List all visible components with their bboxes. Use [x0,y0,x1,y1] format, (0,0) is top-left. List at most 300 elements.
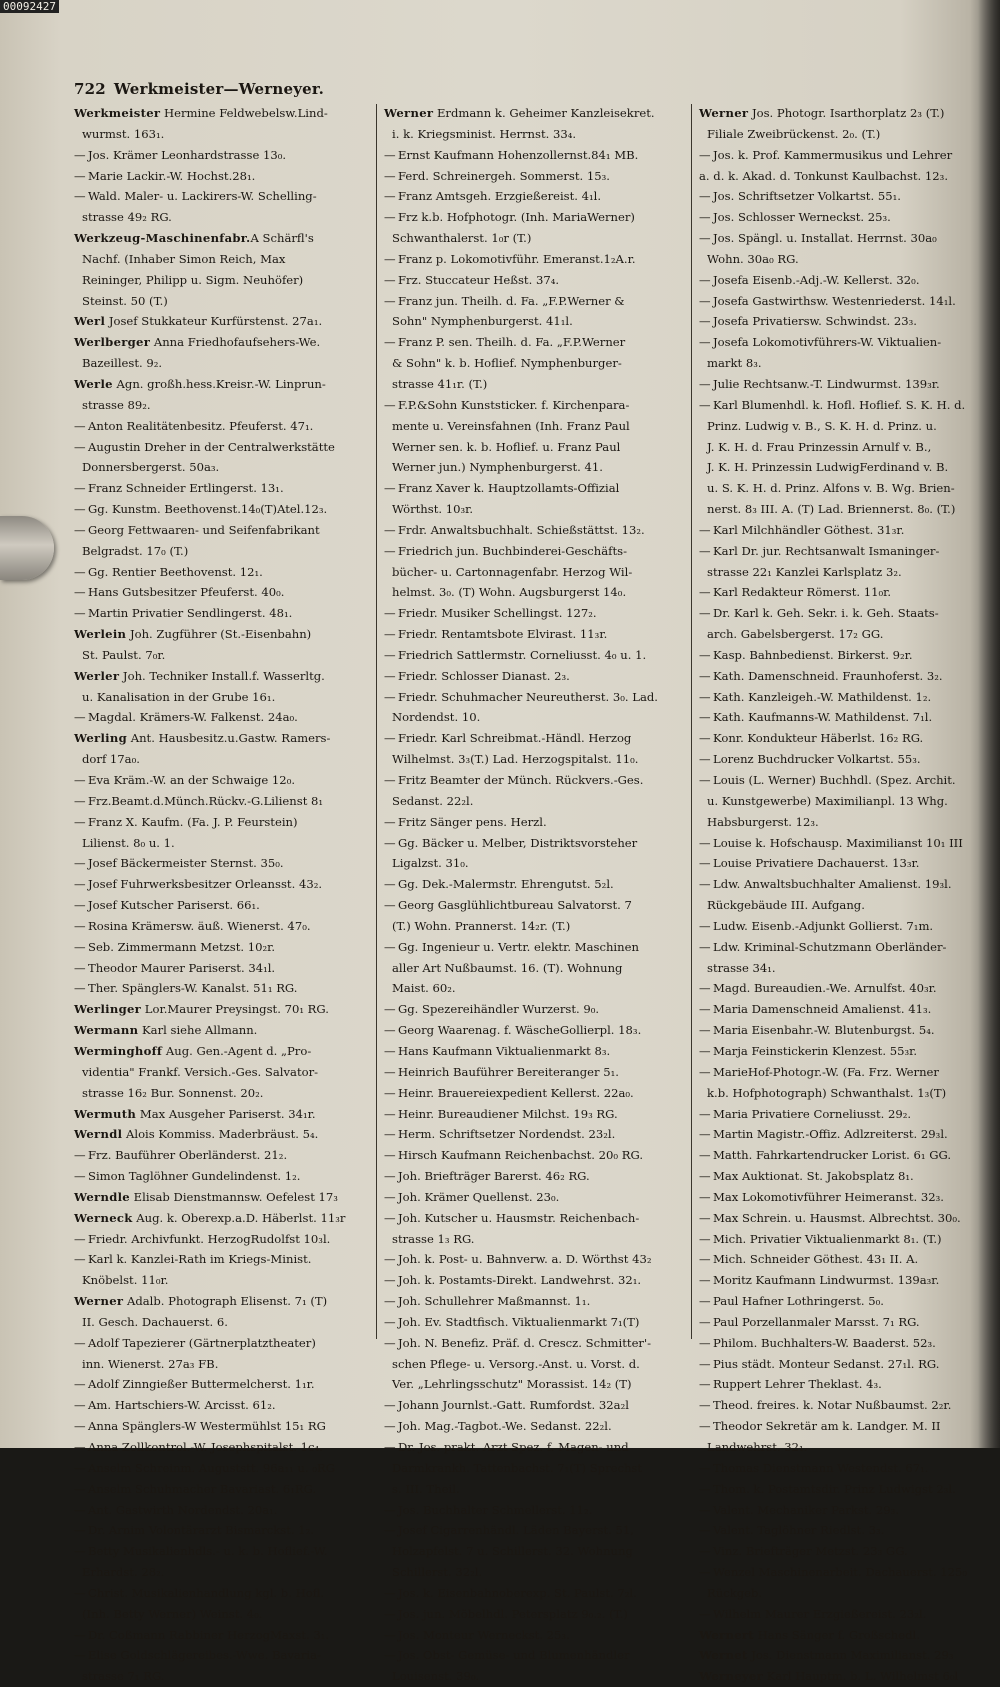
entry-line [74,437,370,458]
entry-text: Kath. Damenschneid. Fraunhoferst. 3₂. [713,668,943,683]
entry-continuation-line [699,895,981,916]
entry-text: bücher- u. Cartonnagenfabr. Herzog Wil- [392,564,633,579]
entry-text: Ferd. Schreinergeh. Sommerst. 15₃. [398,168,610,183]
ditto-dash: — [384,668,396,683]
entry-text: Anselm Schuhmacher Bavariast. 6₁RG. [88,1481,317,1496]
ditto-dash: — [74,168,86,183]
ditto-dash: — [699,522,711,537]
entry-continuation-line [699,457,981,478]
entry-text: Frz.Beamt.d.Münch.Rückv.-G.Lilienst 8₁ [88,793,324,808]
entry-text: Christ. Musikalienhandlung kgl. b. Hofl. [88,1585,325,1600]
entry-text: Darmkrankh. Tattenbachst. 7₁(T) Sprechst [392,1460,643,1475]
entry-text: Franz Xaver k. Hauptzollamts-Offizial [398,481,620,496]
entry-text: Jos. Spängl. u. Installat. Herrnst. 30a₀ [713,231,937,246]
directory-column-2 [384,103,684,1687]
entry-text: Max Lokomotivführer Heimeranst. 32₃. [713,1189,944,1204]
entry-headword-line [699,103,981,124]
ditto-dash: — [384,481,396,496]
entry-line [699,833,981,854]
entry-continuation-line [384,499,684,520]
entry-continuation-line [384,853,684,874]
ditto-dash: — [74,1460,86,1475]
entry-text: Adolf Zinngießer Buttermelcherst. 1₁r. [88,1377,315,1392]
entry-line [74,1249,370,1270]
entry-text: Schwanthalerst. 1₀r (T.) [392,231,532,246]
entry-line [699,1062,981,1083]
entry-text: Theodor Sekretär am k. Landger. M. II [713,1419,941,1434]
entry-text: F.P.&Sohn Kunststicker. f. Kirchenpara- [398,397,630,412]
entry-text: Jos. Photogr. Isarthorplatz 2₃ (T.) [748,106,945,120]
entry-line [384,999,684,1020]
entry-line [74,1395,370,1416]
entry-text: s. III. Theil. [392,1481,460,1496]
entry-continuation-line [74,1270,370,1291]
entry-line [699,395,981,416]
entry-line [74,1166,370,1187]
entry-continuation-line [74,207,370,228]
ditto-dash: — [384,251,396,266]
entry-text: u. S. K. H. d. Prinz. Alfons v. B. Wg. Brien- [707,481,955,496]
ditto-dash: — [384,773,396,787]
entry-text: Martin Privatier Sendlingerst. 48₁. [88,606,293,621]
ditto-dash: — [74,1148,86,1163]
entry-line [699,186,981,207]
entry-text: Thom. k. Postamtsdir. Prinz Ludwigst 2₃l. [713,1481,956,1496]
entry-text: Franz P. sen. Theilh. d. Fa. „F.P.Werner [398,335,626,350]
ditto-dash: — [699,981,711,996]
ditto-dash: — [699,1481,711,1496]
surname-headword: Werner [699,106,749,120]
entry-text: Joh. Briefträger Barerst. 46₂ RG. [398,1169,590,1184]
entry-text: Aug. k. Oberexp.a.D. Häberlst. 11₃r [132,1210,346,1225]
ditto-dash: — [74,960,86,975]
ditto-dash: — [74,877,86,892]
entry-text: Joh. N. Benefiz. Präf. d. Crescz. Schmitter'- [398,1335,652,1350]
entry-text: Valent. Taglöhner Riedlst. 3₃. [713,1523,885,1538]
entry-text: Maria Damenschneid Amalienst. 41₃. [713,1002,932,1017]
entry-continuation-line [699,1437,981,1458]
entry-text: Bazeillest. 9₂. [82,356,163,371]
entry-line [384,1312,684,1333]
entry-headword-line [74,666,370,687]
ditto-dash: — [699,856,711,871]
entry-text: Erhardst. 28₂. [82,1565,165,1580]
ditto-dash: — [384,293,396,308]
entry-line [384,1104,684,1125]
entry-line [384,1437,684,1458]
entry-text: Gg. Kunstm. Beethovenst.14₀(T)Atel.12₃. [88,502,328,517]
entry-text: Dr. Jos. prakt. Arzt Spez. f. Magen- und [398,1440,629,1454]
ditto-dash: — [384,1189,396,1204]
entry-headword-line [74,228,370,249]
entry-text: Karl Dr. jur. Rechtsanwalt Ismaninger- [713,543,940,558]
entry-text: Theodor Maurer Pariserst. 34₁l. [88,960,276,975]
ditto-dash: — [384,814,396,829]
entry-text: schen Pflege- u. Versorg.-Anst. u. Vorst. d. [392,1356,640,1371]
entry-text: Fritz Beamter der Münch. Rückvers.-Ges. [398,773,644,787]
entry-text: dorf 17a₀. [82,752,140,767]
surname-headword: Wermann [74,1023,139,1038]
entry-continuation-line [699,353,981,374]
entry-text: Friedr. Musiker Schellingst. 127₂. [398,606,597,621]
entry-line [699,1270,981,1291]
ditto-dash: — [699,1169,711,1184]
entry-text: Schillerst. 32₂l. [392,1565,483,1580]
entry-text: Franz Amtsgeh. Erzgießereist. 4₁l. [398,189,602,204]
ditto-dash: — [699,1565,711,1580]
entry-text: Jos. Schriftsetzer Volkartst. 55₁. [713,189,901,204]
entry-line [699,1124,981,1145]
ditto-dash: — [384,1648,396,1663]
entry-headword-line [74,1208,370,1229]
entry-continuation-line [699,1583,981,1604]
entry-line [699,1541,981,1562]
entry-text: Matth. Fahrkartendrucker Lorist. 6₁ GG. [713,1148,952,1163]
entry-line [74,1645,370,1666]
ditto-dash: — [699,1460,711,1475]
entry-text: Werner sen. k. b. Hoflief. u. Franz Paul [392,439,621,454]
ditto-dash: — [384,543,396,558]
entry-text: mente u. Vereinsfahnen (Inh. Franz Paul [392,418,630,433]
entry-text: Karl Hauptm. b. L. Wilhelmst 6₀l [763,1669,959,1684]
entry-text: Simon Taglöhner Gundelindenst. 1₂. [88,1169,301,1184]
entry-text: Josefa Gastwirthsw. Westenriederst. 14₁l. [713,293,956,308]
entry-text: Hans Kaufmann Viktualienmarkt 8₃. [398,1043,611,1058]
ditto-dash: — [384,1294,396,1309]
ditto-dash: — [384,898,396,913]
entry-continuation-line [384,353,684,374]
entry-line [74,1520,370,1541]
entry-line [384,1208,684,1229]
entry-line [699,999,981,1020]
entry-line [699,1520,981,1541]
entry-text: Augustin Dreher in der Centralwerkstätte [88,439,335,454]
entry-text: Jos. Monteur Werneckst. 25₃. [398,1627,570,1642]
ditto-dash: — [384,1210,396,1225]
entry-headword-line [699,1625,981,1646]
ditto-dash: — [384,731,396,746]
ditto-dash: — [699,1231,711,1246]
entry-continuation-line [74,1666,370,1687]
entry-line [384,1062,684,1083]
directory-column-1 [74,103,370,1687]
entry-text: Rückgebäude III. Aufgang. [707,898,865,913]
entry-text: Jos. k. Eisenbahnoberexp. St. Paulst. 7₂l. [398,1585,637,1600]
ditto-dash: — [699,689,711,704]
ditto-dash: — [74,898,86,913]
entry-text: Ldw. Anwaltsbuchhalter Amalienst. 19₃l. [713,877,952,892]
entry-text: Seb. Zimmermann Metzst. 10₂r. [88,939,276,954]
entry-line [699,749,981,770]
ditto-dash: — [74,1335,86,1350]
ditto-dash: — [699,918,711,933]
ditto-dash: — [699,752,711,767]
entry-line [384,249,684,270]
ditto-dash: — [74,1440,86,1454]
ditto-dash: — [74,564,86,579]
ditto-dash: — [74,793,86,808]
entry-text: Franz Schneider Ertlingerst. 13₁. [88,481,284,496]
ditto-dash: — [384,1148,396,1163]
entry-text: Hirsch Kaufmann Reichenbachst. 20₀ RG. [398,1148,644,1163]
column-divider [691,104,692,1339]
ditto-dash: — [699,210,711,225]
ditto-dash: — [699,1106,711,1121]
entry-line [384,645,684,666]
entry-text: Nordendst. 10. [392,710,481,725]
entry-line [74,166,370,187]
ditto-dash: — [384,335,396,350]
entry-text: Alois Kommiss. Maderbräust. 5₄. [122,1127,319,1142]
entry-line [74,582,370,603]
entry-line [699,1458,981,1479]
entry-line [699,1249,981,1270]
ditto-dash: — [699,1398,711,1413]
entry-text: strasse 22₁ Kanzlei Karlsplatz 3₂. [707,564,902,579]
ditto-dash: — [384,1106,396,1121]
entry-line [74,916,370,937]
entry-text: Mich. Schneider Göthest. 43₁ II. A. [713,1252,919,1267]
ditto-dash: — [384,1627,396,1642]
entry-text: Filiale Zweibrückenst. 2₀. (T.) [707,126,881,141]
ditto-dash: — [699,1314,711,1329]
entry-continuation-line [384,1562,684,1583]
entry-text: Josef Fuhrwerksbesitzer Orleansst. 43₂. [88,877,323,892]
entry-line [74,895,370,916]
entry-line [74,1145,370,1166]
entry-line [384,1124,684,1145]
entry-text: MarieHof-Photogr.-W. (Fa. Frz. Werner [713,1064,939,1079]
entry-text: Belgradst. 17₀ (T.) [82,543,189,558]
entry-line [74,1500,370,1521]
entry-text: Gg. Spezereihändler Wurzerst. 9₀. [398,1002,600,1017]
entry-text: Anselm Schreinm. Auguststt. 96a₁₁ u. ₀RG [88,1460,335,1475]
entry-line [74,853,370,874]
ditto-dash: — [384,606,396,621]
entry-line [384,332,684,353]
entry-continuation-line [699,812,981,833]
ditto-dash: — [699,877,711,892]
ditto-dash: — [384,210,396,225]
entry-line [384,603,684,624]
ditto-dash: — [384,1043,396,1058]
ditto-dash: — [384,1252,396,1267]
entry-line [384,812,684,833]
entry-line [699,1187,981,1208]
ditto-dash: — [699,147,711,162]
ditto-dash: — [74,1252,86,1267]
entry-text: Betty Musikalienhdls.- u. k. b. Hoflief.-W. [88,1544,328,1559]
entry-line [74,478,370,499]
entry-continuation-line [384,457,684,478]
ditto-dash: — [74,522,86,537]
entry-text: Werner jun.) Nymphenburgerst. 41. [392,460,603,475]
entry-line [699,1104,981,1125]
entry-text: Joh. Krämer Quellenst. 23₀. [398,1189,560,1204]
entry-text: Friedrich Sattlermstr. Corneliusst. 4₀ u. 1. [398,647,647,662]
ditto-dash: — [384,168,396,183]
ditto-dash: — [384,1023,396,1038]
ditto-dash: — [74,1419,86,1434]
entry-continuation-line [384,562,684,583]
entry-line [699,978,981,999]
entry-line [384,270,684,291]
entry-line [384,1583,684,1604]
surname-headword: Werner [74,1294,124,1309]
ditto-dash: — [74,439,86,454]
entry-text: Elise Goldschlägereibes.-Wwe. Bavaria- [88,1648,321,1663]
ditto-dash: — [699,1252,711,1267]
entry-text: Anton Realitätenbesitz. Pfeuferst. 47₁. [88,418,314,433]
surname-headword: Werkzeug-Maschinenfabr. [74,231,251,246]
entry-text: Ernst Kaufmann Hohenzollernst.84₁ MB. [398,147,639,162]
ditto-dash: — [74,773,86,787]
entry-text: strasse 16₂ Bur. Sonnenst. 20₂. [82,1085,264,1100]
entry-continuation-line [384,228,684,249]
entry-line [384,478,684,499]
entry-text: strasse 1₃ RG. [392,1231,475,1246]
ditto-dash: — [699,314,711,329]
entry-text: Heinr. Bureaudiener Milchst. 19₃ RG. [398,1106,618,1121]
entry-text: Paul Hafner Lothringerst. 5₀. [713,1294,884,1309]
surname-headword: Wernet [699,1648,748,1663]
ditto-dash: — [74,981,86,996]
entry-line [699,770,981,791]
ditto-dash: — [384,522,396,537]
ditto-dash: — [699,585,711,600]
entry-text: Wilhelmst. 3₃(T.) Lad. Herzogspitalst. 11₀. [392,752,639,767]
entry-headword-line [74,332,370,353]
entry-text: Eva Kräm.-W. an der Schwaige 12₀. [88,773,296,787]
entry-text: Herm. Schriftsetzer Nordendst. 23₂l. [398,1127,616,1142]
entry-line [699,666,981,687]
entry-continuation-line [74,353,370,374]
entry-text: Ther. Spänglers-W. Kanalst. 51₁ RG. [88,981,298,996]
ditto-dash: — [699,647,711,662]
entry-text: Ligalzst. 31₀. [392,856,469,871]
ditto-dash: — [699,1273,711,1288]
entry-text: Friedr. Schuhmacher Neureutherst. 3₀. Lad. [398,689,658,704]
ditto-dash: — [74,1627,86,1642]
entry-line [74,937,370,958]
entry-text: Lorenz Buchdrucker Volkartst. 55₃. [713,752,921,767]
entry-text: Holzapfelst. 7 u. Schillerst. 32. Wohnung [392,1544,633,1559]
entry-line [699,1374,981,1395]
ditto-dash: — [699,376,711,391]
entry-line [384,395,684,416]
entry-headword-line [74,1291,370,1312]
entry-text: Josefa Eisenb.-Adj.-W. Kellerst. 32₀. [713,272,920,287]
ditto-dash: — [384,627,396,642]
surname-headword: Werndle [74,1189,130,1204]
entry-line [74,770,370,791]
entry-line [74,978,370,999]
page-header [74,80,324,98]
entry-line [74,1479,370,1500]
ditto-dash: — [74,1481,86,1496]
entry-text: u. Kanalisation in der Grube 16₁. [82,689,276,704]
entry-text: Josefa Lokomotivführers-W. Viktualien- [713,335,942,350]
entry-continuation-line [74,291,370,312]
surname-headword: Werle [74,376,113,391]
entry-text: Magd. Bureaudien.-We. Arnulfst. 40₃r. [713,981,937,996]
entry-line [74,520,370,541]
entry-text: J. K. H. Prinzessin LudwigFerdinand v. B. [707,460,949,475]
entry-text: Vinz. Briefträger Metzst. 23₃ GG. [713,1544,908,1559]
entry-text: Julie Rechtsanw.-T. Lindwurmst. 139₃r. [713,376,940,391]
entry-text: Valent. Mechaniker Parkst. 29₃. [713,1502,900,1517]
entry-line [384,1270,684,1291]
surname-headword: Werling [74,731,128,746]
entry-text: Reininger, Philipp u. Sigm. Neuhöfer) [82,272,304,287]
entry-line [699,1145,981,1166]
ditto-dash: — [699,1043,711,1058]
ditto-dash: — [74,1523,86,1538]
entry-text: Gg. Bäcker u. Melber, Distriktsvorsteher [398,835,638,850]
entry-line [384,1291,684,1312]
ditto-dash: — [699,710,711,725]
ditto-dash: — [74,814,86,829]
entry-text: St. Paulst. 7₀r. [82,647,166,662]
entry-text: Dr. Coßmann Rabbiner HerzogMaxst. 3₁. [88,1627,330,1642]
entry-continuation-line [384,707,684,728]
entry-continuation-line [74,1083,370,1104]
entry-text: Paul Porzellanmaler Marsst. 7₁ RG. [713,1314,920,1329]
entry-headword-line [74,1187,370,1208]
entry-text: Thomas Dienstmann Westendst. 67₁. [713,1460,929,1475]
entry-text: Louis (L. Werner) Buchhdl. (Spez. Archit. [713,773,956,787]
entry-text: Landwehrst. 32₁. [707,1440,808,1454]
entry-line [74,562,370,583]
surname-headword: Werneck [74,1210,133,1225]
entry-line [699,1166,981,1187]
entry-line [699,687,981,708]
entry-continuation-line [384,1374,684,1395]
entry-line [384,666,684,687]
entry-line [699,582,981,603]
entry-line [699,541,981,562]
entry-line [699,1604,981,1625]
entry-line [699,332,981,353]
entry-headword-line [699,1666,981,1687]
entry-headword-line [699,1645,981,1666]
surname-headword: Werminghoff [74,1043,163,1058]
ditto-dash: — [384,1085,396,1100]
ditto-dash: — [699,773,711,787]
entry-text: Joh. Schullehrer Maßmannst. 1₁. [398,1294,591,1309]
entry-text: Joh. Mag.-Tagbot.-We. Sedanst. 22₂l. [398,1419,612,1434]
entry-text: & Sohn" k. b. Hoflief. Nymphenburger- [392,356,622,371]
entry-line [74,1374,370,1395]
ditto-dash: — [699,1023,711,1038]
entry-line [384,145,684,166]
entry-text: A Schärfl's [250,231,314,246]
ditto-dash: — [74,481,86,496]
entry-text: Georg Fettwaaren- und Seifenfabrikant [88,522,320,537]
binder-clip [0,516,54,580]
entry-text: Martin Magistr.-Offiz. Adlzreiterst. 29₃l. [713,1127,948,1142]
entry-line [384,1395,684,1416]
ditto-dash: — [384,189,396,204]
ditto-dash: — [384,1606,396,1621]
entry-text: wurmst. 163₁. [82,126,165,141]
entry-continuation-line [384,978,684,999]
entry-continuation-line [384,1479,684,1500]
entry-line [384,1416,684,1437]
entry-continuation-line [384,1541,684,1562]
entry-text: Jos. Krämer Leonhardstrasse 13₀. [88,147,287,162]
entry-headword-line [74,624,370,645]
